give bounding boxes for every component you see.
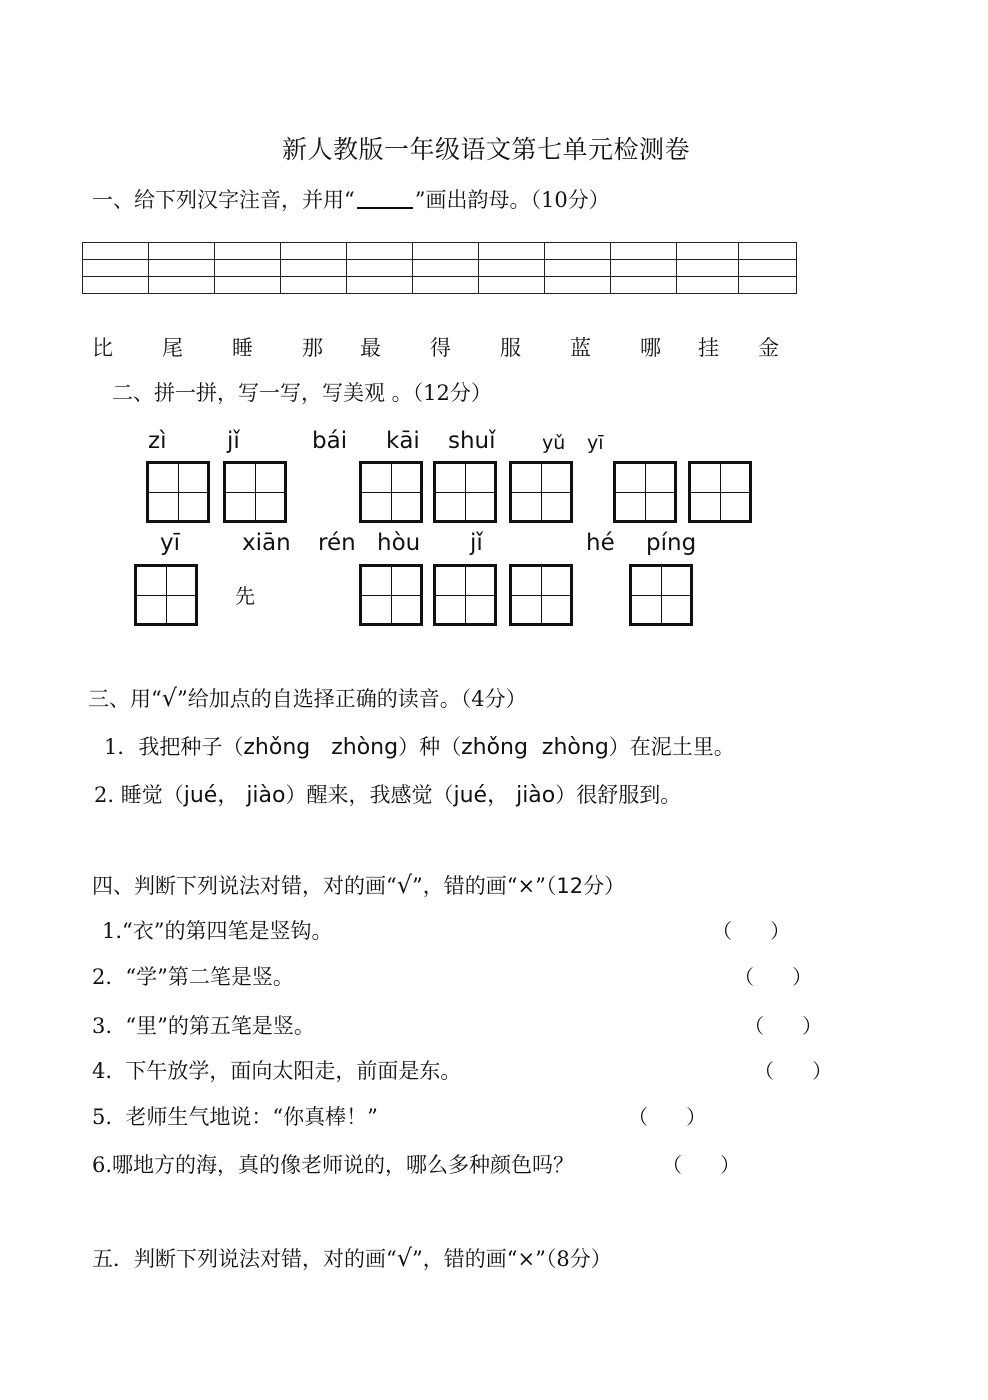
pinyin-label: xiān xyxy=(242,530,291,556)
section5-heading xyxy=(92,1243,612,1273)
answer-paren[interactable]: （ ） xyxy=(734,965,813,989)
char-item: 那 xyxy=(302,336,323,360)
section5-heading-start: 五．判断下列说法对错，对的画“ xyxy=(92,1247,397,1271)
writing-grid-box[interactable] xyxy=(509,564,573,626)
writing-grid-box[interactable] xyxy=(433,564,497,626)
pinyin-label: yī xyxy=(587,432,604,454)
judge-item: 2. “学”第二笔是竖。 xyxy=(92,965,294,989)
question-text: ）很舒服到。 xyxy=(555,783,682,807)
judge-item: 4. 下午放学，面向太阳走，前面是东。 xyxy=(92,1059,462,1083)
writing-grid-box[interactable] xyxy=(629,564,693,626)
section1-heading-start: 一、给下列汉字注音，并用“ xyxy=(92,188,355,212)
section4-heading-mid: ”，错的画“×”（ xyxy=(412,874,557,898)
char-item: 得 xyxy=(430,336,451,360)
section3-question-2 xyxy=(94,778,681,809)
section3-heading-end: ”给加点的自选择正确的读音。（4分） xyxy=(177,687,527,711)
pinyin-label: hé xyxy=(586,530,615,556)
page-title: 新人教版一年级语文第七单元检测卷 xyxy=(282,135,691,164)
section5-heading-end: ”，错的画“×”（8分） xyxy=(412,1247,612,1271)
section4-score: 12分 xyxy=(556,874,605,898)
pinyin-answer-grid[interactable] xyxy=(82,242,797,294)
pinyin-label: bái xyxy=(312,428,348,454)
writing-grid-box[interactable] xyxy=(146,461,210,523)
check-mark: √ xyxy=(396,871,413,899)
writing-grid-box[interactable] xyxy=(509,461,573,523)
section4-heading xyxy=(92,870,625,900)
question-text: 睡觉（ xyxy=(120,783,184,807)
answer-paren[interactable]: （ ） xyxy=(662,1153,741,1177)
grid-row xyxy=(83,243,797,260)
grid-row xyxy=(83,260,797,277)
question-text: 我把种子（ xyxy=(138,735,244,759)
pinyin-label: shuǐ xyxy=(448,428,496,454)
section3-heading xyxy=(88,683,527,713)
section3-heading-start: 三、用“ xyxy=(88,687,162,711)
writing-grid-box[interactable] xyxy=(134,564,198,626)
section1-heading-end: ”画出韵母。（10分） xyxy=(414,188,610,212)
check-mark: √ xyxy=(396,1244,413,1272)
writing-grid-box[interactable] xyxy=(223,461,287,523)
pinyin-label: zì xyxy=(148,428,167,454)
pinyin-label: kāi xyxy=(386,428,420,454)
pinyin-label: yī xyxy=(160,530,181,556)
writing-grid-box[interactable] xyxy=(359,461,423,523)
section4-heading-start: 四、判断下列说法对错，对的画“ xyxy=(92,874,397,898)
question-text: ）在泥土里。 xyxy=(608,735,735,759)
writing-grid-box[interactable] xyxy=(688,461,752,523)
char-item: 蓝 xyxy=(570,336,591,360)
judge-item: 5. 老师生气地说：“你真棒！” xyxy=(92,1105,378,1129)
section4-heading-end: ） xyxy=(604,874,626,898)
answer-paren[interactable]: （ ） xyxy=(744,1014,823,1038)
pinyin-label: píng xyxy=(646,530,697,556)
pinyin-label: yǔ xyxy=(542,432,566,454)
writing-grid-box[interactable] xyxy=(433,461,497,523)
pinyin-choice[interactable]: jué， jiào xyxy=(453,783,556,808)
pinyin-label: hòu xyxy=(377,530,421,556)
question-number: 2. xyxy=(94,783,115,807)
pinyin-choice[interactable]: zhǒng zhòng xyxy=(243,735,399,760)
writing-grid-box[interactable] xyxy=(613,461,677,523)
pinyin-choice[interactable]: zhǒng zhòng xyxy=(461,735,609,760)
grid-row xyxy=(83,277,797,294)
char-item: 尾 xyxy=(162,336,183,360)
char-item: 金 xyxy=(758,336,779,360)
writing-grid-box[interactable] xyxy=(359,564,423,626)
char-item: 比 xyxy=(92,336,113,360)
judge-item: 1.“衣”的第四笔是竖钩。 xyxy=(102,919,333,943)
answer-paren[interactable]: （ ） xyxy=(628,1105,707,1129)
pinyin-label: jǐ xyxy=(227,428,240,454)
char-item: 服 xyxy=(500,336,521,360)
judge-item: 3. “里”的第五笔是竖。 xyxy=(92,1014,315,1038)
section1-heading xyxy=(92,184,610,214)
pinyin-choice[interactable]: jué， jiào xyxy=(183,783,286,808)
char-item: 挂 xyxy=(698,336,719,360)
question-number: 1． xyxy=(104,735,139,759)
given-char: 先 xyxy=(235,584,255,608)
judge-item: 6.哪地方的海，真的像老师说的，哪么多种颜色吗？ xyxy=(92,1153,575,1177)
char-item: 哪 xyxy=(640,336,661,360)
pinyin-label: jǐ xyxy=(470,530,483,556)
section3-question-1 xyxy=(104,731,735,761)
section2-heading: 二、拼一拼，写一写，写美观 。（12分） xyxy=(112,381,492,405)
answer-paren[interactable]: （ ） xyxy=(754,1059,833,1083)
pinyin-label: rén xyxy=(318,530,356,556)
question-text: ）醒来，我感觉（ xyxy=(285,783,454,807)
answer-paren[interactable]: （ ） xyxy=(712,919,791,943)
char-item: 睡 xyxy=(232,336,253,360)
check-mark: √ xyxy=(161,684,178,712)
underline-blank xyxy=(357,187,413,209)
question-text: ）种（ xyxy=(398,735,462,759)
char-item: 最 xyxy=(360,336,381,360)
